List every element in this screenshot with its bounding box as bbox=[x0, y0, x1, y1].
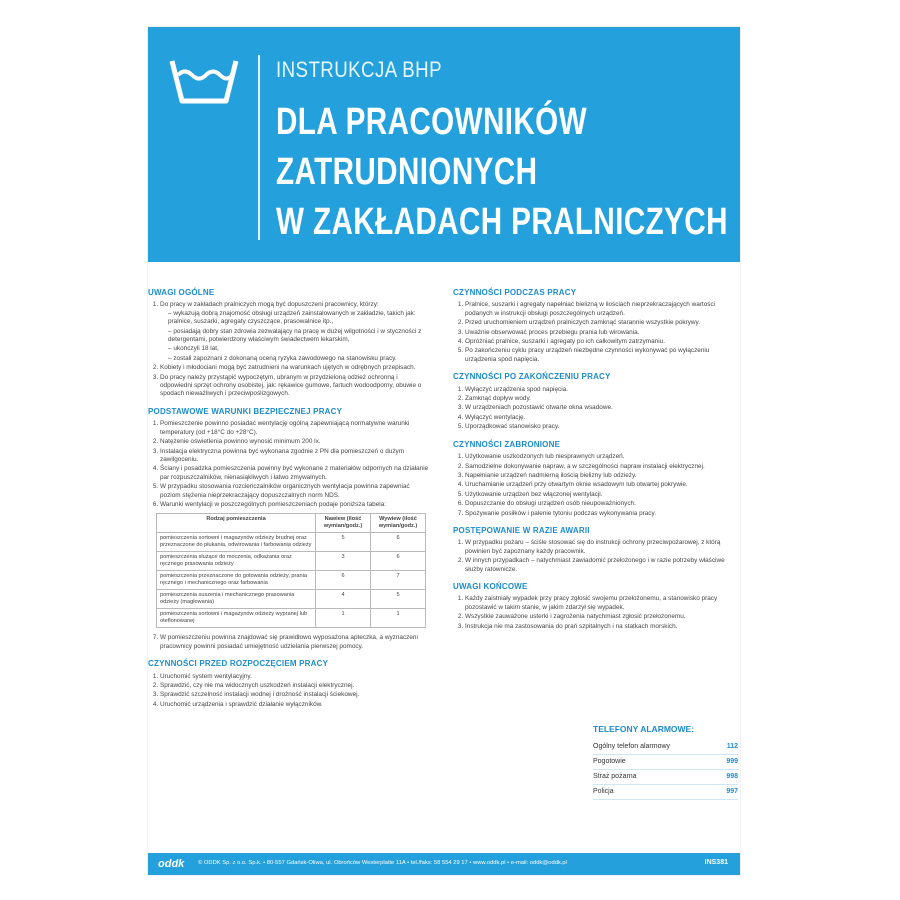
phone-label: Straż pożarna bbox=[593, 773, 637, 780]
phone-row bbox=[593, 770, 738, 785]
phones-title: TELEFONY ALARMOWE: bbox=[593, 724, 695, 734]
header-title-line3: W ZAKŁADACH PRALNICZYCH bbox=[276, 201, 728, 243]
phone-number: 112 bbox=[726, 743, 738, 750]
section-title: CZYNNOŚCI ZABRONIONE bbox=[453, 439, 561, 449]
header-subtitle: INSTRUKCJA BHP bbox=[276, 57, 442, 82]
list-item: 4. Uruchamianie urządzeń przy otwartym oknie wsadowym lub otwartej pokrywie. bbox=[465, 481, 740, 489]
document-code: INS381 bbox=[704, 859, 728, 866]
list-item: 4. Opróżniać pralnice, suszarki i agregaty po ich całkowitym zatrzymaniu. bbox=[465, 338, 740, 346]
list-item: 3. Napełnianie urządzeń nadmierną ilością bielizny lub odzieży. bbox=[465, 472, 740, 480]
section-title: POSTĘPOWANIE W RAZIE AWARII bbox=[453, 525, 590, 535]
list-item: 1. W przypadku pożaru – ściśle stosować się do instrukcji ochrony przeciwpożarowej, z którą powinien być zapoznany każdy pracownik. bbox=[465, 539, 740, 556]
section-during-work bbox=[453, 289, 740, 364]
emergency-phones bbox=[593, 724, 738, 800]
phone-number: 999 bbox=[726, 758, 738, 765]
list-item: 3. Instrukcja nie ma zastosowania do prań szpitalnych i na statkach morskich. bbox=[465, 623, 740, 631]
list-item: 2. Kobiety i młodociani mogą być zatrudnieni na warunkach ujętych w odrębnych przepisach. bbox=[160, 364, 430, 372]
table-row bbox=[157, 571, 426, 590]
table-cell: 4 bbox=[316, 590, 371, 609]
ventilation-table bbox=[156, 513, 426, 628]
list-item: 1. Wyłączyć urządzenia spod napięcia. bbox=[465, 386, 740, 394]
table-cell: 5 bbox=[316, 533, 371, 552]
table-row bbox=[157, 590, 426, 609]
list-item: 2. Samodzielne dokonywanie napraw, a w szczególności napraw instalacji elektrycznej. bbox=[465, 463, 740, 471]
list-item: 7. Spożywanie posiłków i palenie tytoniu podczas wykonywania pracy. bbox=[465, 510, 740, 518]
phone-label: Ogólny telefon alarmowy bbox=[593, 743, 671, 750]
list-item: 4. Ściany i posadzka pomieszczenia powinny być wykonane z materiałów odpornych na działanie par rozpuszczalników, nienasiąkliwych i łatwo zmywalnych. bbox=[160, 465, 430, 482]
list-item: 2. Wszystkie zauważone usterki i zagrożenia natychmiast zgłosić przełożonemu. bbox=[465, 613, 740, 621]
list-item: 1. Każdy zaistniały wypadek przy pracy zgłosić swojemu przełożonemu, a stanowisko pracy pozostawić w takim stanie, w jakim zdarzył się wypadek. bbox=[465, 595, 740, 612]
footer-text: © ODDK Sp. z o.o. Sp.k. • 80-557 Gdańsk-Oliwa, ul. Obrońców Westerplatte 11A • tel./faks: 58 554 29 17 • www.oddk.pl • e-mail: oddk@oddk.pl bbox=[198, 860, 567, 866]
list-item: 3. Instalacja elektryczna powinna być wykonana zgodnie z PN dla pomieszczeń o dużym zawilgoceniu. bbox=[160, 448, 430, 465]
table-cell: pomieszczenia suszenia i mechanicznego prasowania odzieży (magłowania) bbox=[157, 590, 316, 609]
section-title: CZYNNOŚCI PRZED ROZPOCZĘCIEM PRACY bbox=[148, 659, 329, 669]
table-cell: 1 bbox=[371, 609, 426, 628]
list-item: 5. Uporządkować stanowisko pracy. bbox=[465, 423, 740, 431]
list-item: 5. W przypadku stosowania rozcieńczalników organicznych wentylacja powinna zapewniać poziom stężenia nieprzekraczający dopuszczalnych norm NDS. bbox=[160, 483, 430, 500]
list-item: 1. Użytkowanie uszkodzonych lub niesprawnych urządzeń. bbox=[465, 453, 740, 461]
table-cell: pomieszczenia służące do moczenia, odkażania oraz ręcznego prasowania odzieży bbox=[157, 552, 316, 571]
table-cell: 5 bbox=[371, 590, 426, 609]
section-after-work bbox=[453, 373, 740, 431]
poster bbox=[148, 27, 740, 875]
section-conditions bbox=[148, 408, 430, 651]
list-item: 3. W urządzeniach pozostawić otwarte okna wsadowe. bbox=[465, 404, 740, 412]
phone-number: 998 bbox=[726, 773, 738, 780]
list-item: 3. Uważnie obserwować proces przebiegu prania lub wirowania. bbox=[465, 329, 740, 337]
header-banner bbox=[148, 27, 740, 262]
list-item: 5. Po zakończeniu cyklu pracy urządzeń niezbędne czynności wykonywać po wyłączeniu urządzenia spod napięcia. bbox=[465, 347, 740, 364]
table-cell: 3 bbox=[316, 552, 371, 571]
table-cell: 6 bbox=[371, 552, 426, 571]
list-item: 2. Sprawdzić, czy nie ma widocznych uszkodzeń instalacji elektrycznej. bbox=[160, 682, 430, 690]
section-general bbox=[148, 289, 430, 399]
list-item: 3. Do pracy należy przystąpić wypoczętym, ubranym w przydzieloną odzież ochronną i odpowiedni sprzęt ochrony osobistej, jak: rękawice gumowe, fartuch wodoodporny, obuwie o spodach nieważliwych i przeciwpoślizgowych. bbox=[160, 374, 430, 399]
header-title-line1: DLA PRACOWNIKÓW bbox=[276, 101, 588, 143]
phone-label: Pogotowie bbox=[593, 758, 626, 765]
oddk-logo: oddk bbox=[158, 858, 185, 870]
table-row bbox=[157, 609, 426, 628]
phone-row bbox=[593, 740, 738, 755]
list-item: 2. W innych przypadkach – natychmiast zawiadomić przełożonego i w razie potrzeby właściwe służby ratownicze. bbox=[465, 557, 740, 574]
table-cell: pomieszczenia sortowni i magazynów odzieży wypranej lub oteflonowanej bbox=[157, 609, 316, 628]
section-title: CZYNNOŚCI PO ZAKOŃCZENIU PRACY bbox=[453, 372, 611, 382]
phone-row bbox=[593, 755, 738, 770]
list-item: 1. Pralnice, suszarki i agregaty napełniać bielizną w ilościach nieprzekraczających wartości podanych w instrukcji obsługi poszczególnych urządzeń. bbox=[465, 301, 740, 318]
list-item: 4. Uruchomić urządzenia i sprawdzić działanie wyłączników. bbox=[160, 701, 430, 709]
table-cell: 1 bbox=[316, 609, 371, 628]
list-item: – zostali zapoznani z dokonaną oceną ryzyka zawodowego na stanowisku pracy. bbox=[168, 355, 430, 363]
list-item: 2. Przed uruchomieniem urządzeń pralniczych zamknąć starannie wszystkie pokrywy. bbox=[465, 319, 740, 327]
phone-row bbox=[593, 785, 738, 800]
list-item: 2. Natężenie oświetlenia powinno wynosić minimum 200 lx. bbox=[160, 438, 430, 446]
section-before-work bbox=[148, 660, 430, 709]
table-header-row bbox=[157, 514, 426, 533]
header-title-line2: ZATRUDNIONYCH bbox=[276, 151, 538, 193]
table-cell: 6 bbox=[316, 571, 371, 590]
table-row bbox=[157, 552, 426, 571]
list-item: 2. Zamknąć dopływ wody. bbox=[465, 395, 740, 403]
header-divider bbox=[258, 55, 260, 240]
list-item: – ukończyli 18 lat, bbox=[168, 345, 430, 353]
section-emergency bbox=[453, 527, 740, 574]
list-item: 6. Dopuszczanie do obsługi urządzeń osób nieupoważnionych. bbox=[465, 500, 740, 508]
washing-symbol-icon bbox=[168, 55, 240, 107]
list-item: 6. Warunki wentylacji w poszczególnych pomieszczeniach podaje poniższa tabela: bbox=[160, 501, 430, 509]
section-title: PODSTAWOWE WARUNKI BEZPIECZNEJ PRACY bbox=[148, 406, 343, 416]
list-item: – wykazują dobrą znajomość obsługi urządzeń zainstalowanych w zakładzie, takich jak: pralnice, suszarki, agregaty czyszczące, prasowalnice itp., bbox=[168, 310, 430, 327]
left-column bbox=[148, 289, 430, 718]
table-header: Wywiew (ilość wymian/godz.) bbox=[371, 514, 426, 533]
list-item: 1. Pomieszczenie powinno posiadać wentylację ogólną zapewniającą normatywne warunki temperatury (od +18°C do +28°C). bbox=[160, 420, 430, 437]
section-title: UWAGI OGÓLNE bbox=[148, 288, 215, 297]
table-cell: 7 bbox=[371, 571, 426, 590]
list-item: 3. Sprawdzić szczelność instalacji wodnej i drożność instalacji ściekowej. bbox=[160, 691, 430, 699]
table-cell: pomieszczenia sortowni i magazynów odzieży brudnej oraz przeznaczone do płukania, odwirowania i farbowania odzieży bbox=[157, 533, 316, 552]
section-title: CZYNNOŚCI PODCZAS PRACY bbox=[453, 288, 577, 297]
phone-label: Policja bbox=[593, 788, 614, 795]
section-title: UWAGI KOŃCOWE bbox=[453, 581, 528, 591]
phone-number: 997 bbox=[726, 788, 738, 795]
table-cell: pomieszczenia przeznaczone do gotowania odzieży, prania ręcznego i mechanicznego oraz farbowania bbox=[157, 571, 316, 590]
table-header: Rodzaj pomieszczenia bbox=[157, 514, 316, 533]
footer-bar bbox=[148, 853, 740, 875]
section-forbidden bbox=[453, 441, 740, 518]
list-item: – posiadają dobry stan zdrowia zezwalający na pracę w dużej wilgotności i w styczności z detergentami, potwierdzony właściwym świadectwem lekarskim, bbox=[168, 328, 430, 345]
list-item: 5. Użytkowanie urządzeń bez włączonej wentylacji. bbox=[465, 491, 740, 499]
list-item: 1. Uruchomić system wentylacyjny. bbox=[160, 673, 430, 681]
table-header: Nawiew (ilość wymian/godz.) bbox=[316, 514, 371, 533]
table-row bbox=[157, 533, 426, 552]
list-item: 7. W pomieszczeniu powinna znajdować się prawidłowo wyposażona apteczka, a wyznaczeni pracownicy powinni posiadać umiejętność udzielania pierwszej pomocy. bbox=[160, 634, 430, 651]
section-final bbox=[453, 583, 740, 631]
list-item: 1. Do pracy w zakładach pralniczych mogą być dopuszczeni pracownicy, którzy: – wykazują dobrą znajomość obsługi urządzeń zainstalowanych w zakładzie, takich jak: pralnice, suszarki, agregaty czyszczące, prasowalnice itp., – posiadają dobry stan zdrowia zezwalający na pracę w dużej wilgotności i w styczności z detergentami, potwierdzony właściwym świadectwem lekarskim, – ukończyli 18 lat, – zostali zapoznani z dokonaną oceną ryzyka zawodowego na stanowisku pracy. bbox=[160, 301, 430, 363]
list-item: 4. Wyłączyć wentylację. bbox=[465, 414, 740, 422]
table-cell: 6 bbox=[371, 533, 426, 552]
right-column bbox=[453, 289, 740, 640]
